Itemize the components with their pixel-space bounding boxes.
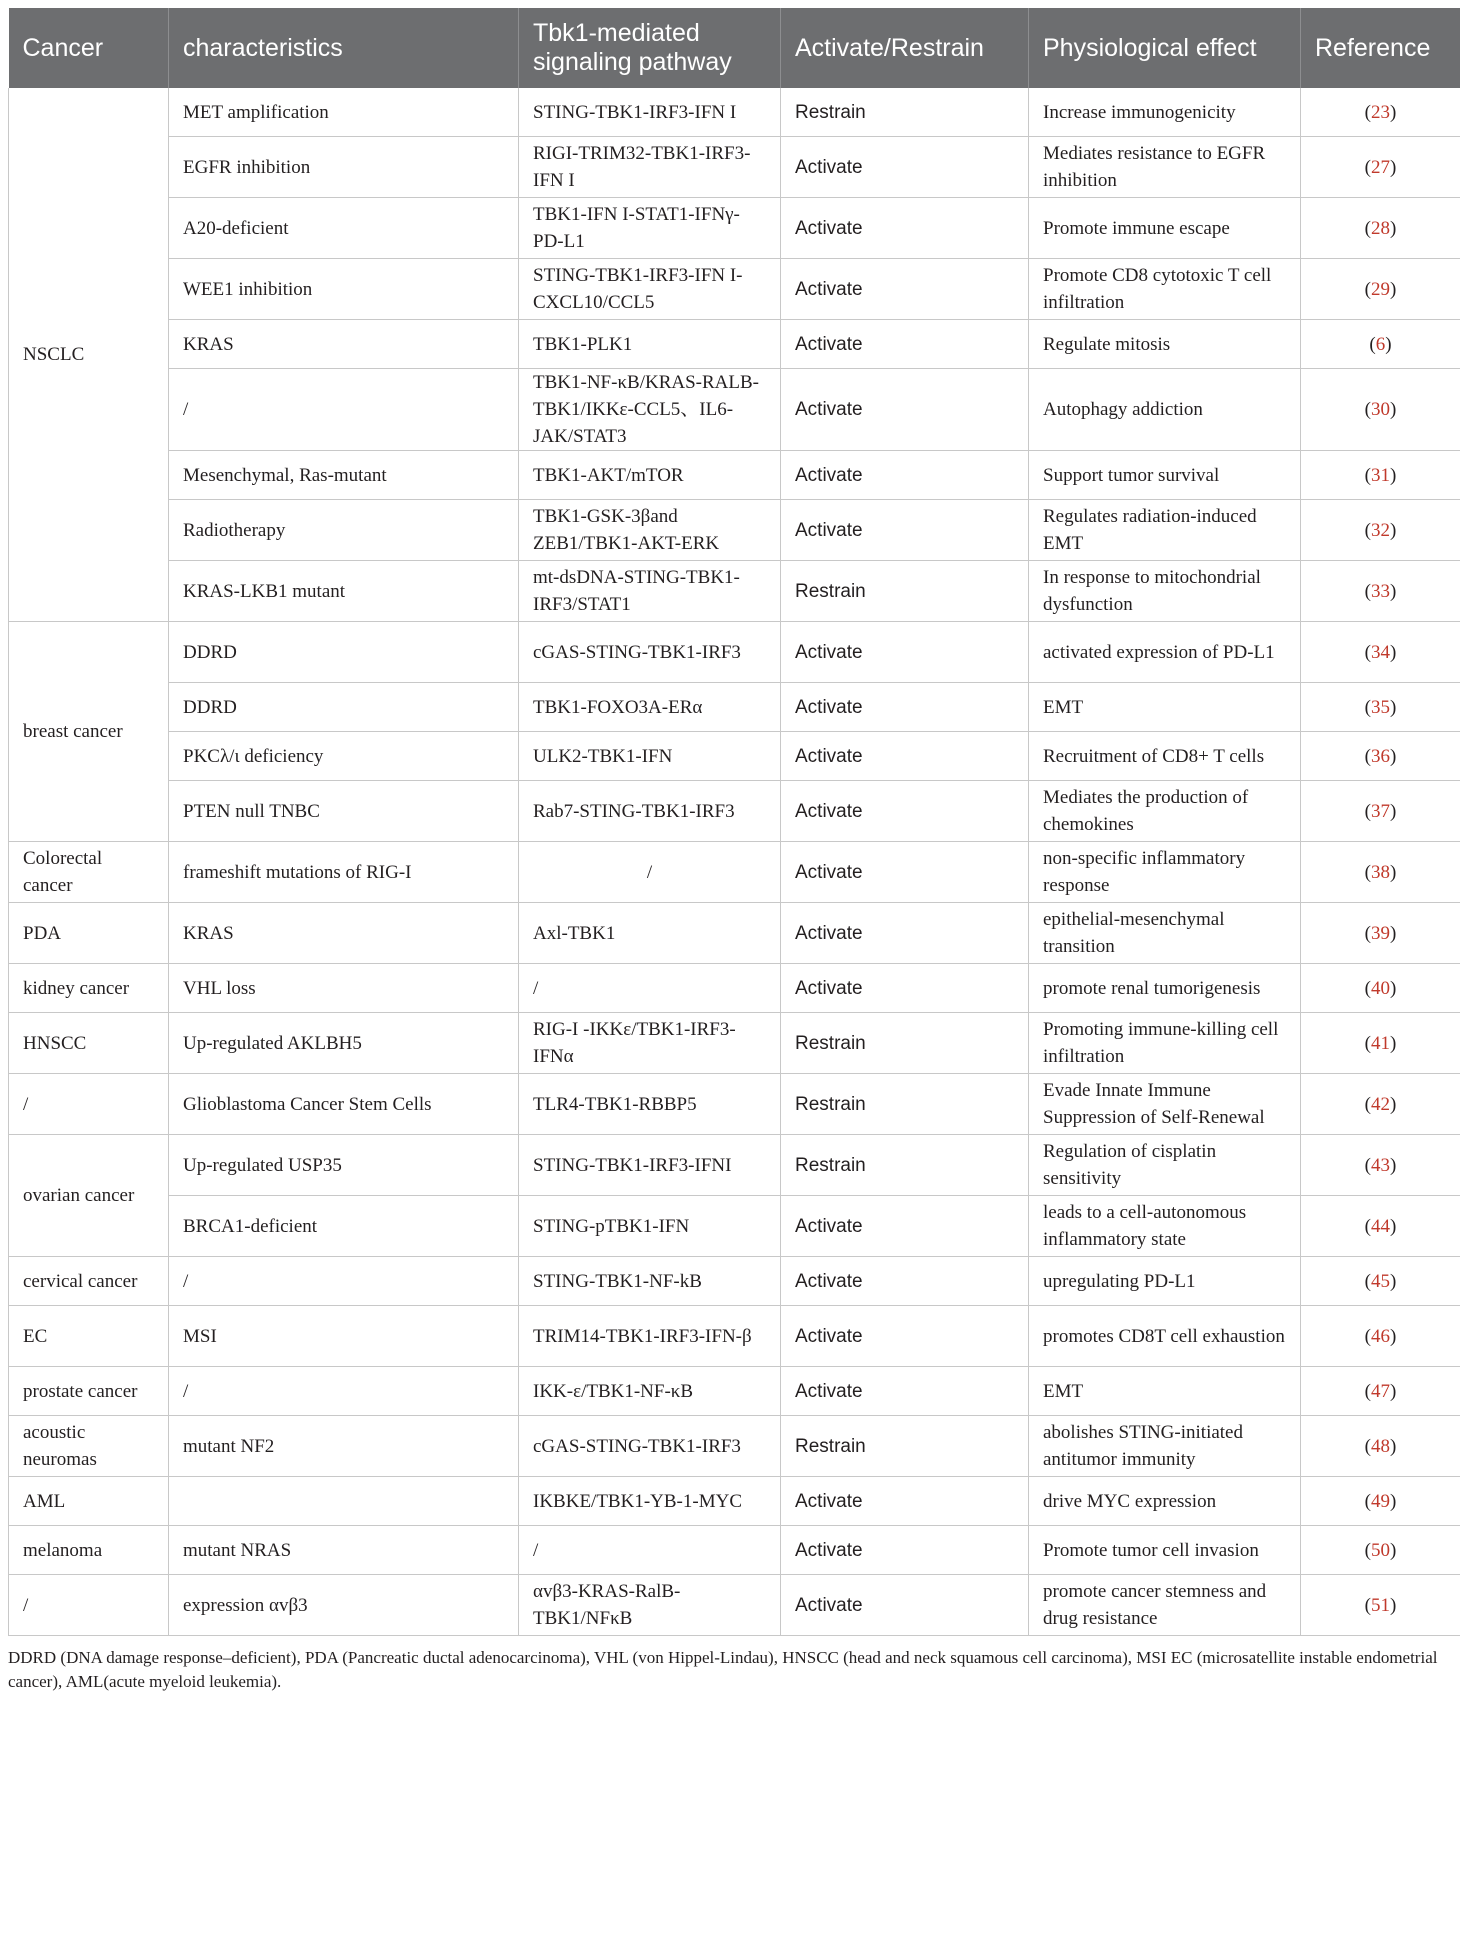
cell-physiological-effect: Promote tumor cell invasion bbox=[1029, 1526, 1301, 1575]
reference-close-paren: ) bbox=[1390, 1325, 1397, 1347]
cell-cancer: melanoma bbox=[9, 1526, 169, 1575]
cell-physiological-effect: drive MYC expression bbox=[1029, 1477, 1301, 1526]
cell-reference bbox=[1301, 198, 1460, 259]
reference-open-paren: ( bbox=[1364, 745, 1371, 767]
table-row bbox=[9, 1257, 1460, 1306]
reference-link[interactable]: 43 bbox=[1371, 1154, 1390, 1176]
reference-open-paren: ( bbox=[1364, 399, 1371, 420]
reference-close-paren: ) bbox=[1390, 1270, 1397, 1292]
reference-close-paren: ) bbox=[1390, 278, 1397, 300]
reference-close-paren: ) bbox=[1390, 1154, 1397, 1176]
cell-pathway: TBK1-AKT/mTOR bbox=[519, 451, 781, 500]
table-row bbox=[9, 500, 1460, 561]
cell-physiological-effect: Increase immunogenicity bbox=[1029, 88, 1301, 137]
cell-activate-restrain: Restrain bbox=[781, 1135, 1029, 1196]
reference-open-paren: ( bbox=[1364, 1594, 1371, 1616]
cell-physiological-effect: Promoting immune-killing cell infiltration bbox=[1029, 1013, 1301, 1074]
table-row bbox=[9, 964, 1460, 1013]
cell-pathway: STING-pTBK1-IFN bbox=[519, 1196, 781, 1257]
reference-link[interactable]: 47 bbox=[1371, 1380, 1390, 1402]
cell-physiological-effect: EMT bbox=[1029, 1367, 1301, 1416]
table-row bbox=[9, 137, 1460, 198]
cell-pathway: cGAS-STING-TBK1-IRF3 bbox=[519, 1416, 781, 1477]
cell-cancer: / bbox=[9, 1575, 169, 1636]
reference-open-paren: ( bbox=[1364, 580, 1371, 602]
reference-close-paren: ) bbox=[1390, 1490, 1397, 1512]
reference-close-paren: ) bbox=[1390, 745, 1397, 767]
reference-link[interactable]: 38 bbox=[1371, 861, 1390, 883]
cell-characteristics: PKCλ/ι deficiency bbox=[169, 732, 519, 781]
reference-link[interactable]: 49 bbox=[1371, 1490, 1390, 1512]
cell-characteristics: WEE1 inhibition bbox=[169, 259, 519, 320]
reference-link[interactable]: 44 bbox=[1371, 1215, 1390, 1237]
cell-activate-restrain: Activate bbox=[781, 732, 1029, 781]
reference-open-paren: ( bbox=[1364, 1435, 1371, 1457]
cell-reference bbox=[1301, 1477, 1460, 1526]
reference-open-paren: ( bbox=[1364, 1215, 1371, 1237]
cell-pathway: TLR4-TBK1-RBBP5 bbox=[519, 1074, 781, 1135]
header-physiological-effect: Physiological effect bbox=[1029, 8, 1301, 88]
cell-physiological-effect: leads to a cell-autonomous inflammatory state bbox=[1029, 1196, 1301, 1257]
cell-characteristics: expression αvβ3 bbox=[169, 1575, 519, 1636]
cell-physiological-effect: promote cancer stemness and drug resistance bbox=[1029, 1575, 1301, 1636]
cell-reference bbox=[1301, 1526, 1460, 1575]
cell-physiological-effect: Support tumor survival bbox=[1029, 451, 1301, 500]
cell-reference bbox=[1301, 1074, 1460, 1135]
reference-link[interactable]: 34 bbox=[1371, 641, 1390, 663]
cell-reference bbox=[1301, 1416, 1460, 1477]
table-row bbox=[9, 1074, 1460, 1135]
table-row bbox=[9, 320, 1460, 369]
cell-physiological-effect: Promote CD8 cytotoxic T cell infiltration bbox=[1029, 259, 1301, 320]
cell-pathway: TBK1-PLK1 bbox=[519, 320, 781, 369]
table-row bbox=[9, 1306, 1460, 1367]
cell-characteristics: Mesenchymal, Ras-mutant bbox=[169, 451, 519, 500]
reference-open-paren: ( bbox=[1364, 101, 1371, 123]
cell-pathway: STING-TBK1-IRF3-IFN I-CXCL10/CCL5 bbox=[519, 259, 781, 320]
cell-physiological-effect: Regulate mitosis bbox=[1029, 320, 1301, 369]
table-row bbox=[9, 561, 1460, 622]
cell-physiological-effect: promotes CD8T cell exhaustion bbox=[1029, 1306, 1301, 1367]
reference-link[interactable]: 40 bbox=[1371, 977, 1390, 999]
cell-reference bbox=[1301, 1135, 1460, 1196]
cell-characteristics: Up-regulated USP35 bbox=[169, 1135, 519, 1196]
reference-open-paren: ( bbox=[1364, 800, 1371, 822]
cell-reference bbox=[1301, 451, 1460, 500]
cell-cancer: ovarian cancer bbox=[9, 1135, 169, 1257]
table-row bbox=[9, 259, 1460, 320]
cell-characteristics: A20-deficient bbox=[169, 198, 519, 259]
reference-open-paren: ( bbox=[1364, 217, 1371, 239]
cell-characteristics: MSI bbox=[169, 1306, 519, 1367]
cell-pathway: TBK1-GSK-3βand ZEB1/TBK1-AKT-ERK bbox=[519, 500, 781, 561]
table-row bbox=[9, 1013, 1460, 1074]
reference-close-paren: ) bbox=[1390, 101, 1397, 123]
cell-activate-restrain: Activate bbox=[781, 259, 1029, 320]
cell-activate-restrain: Activate bbox=[781, 1477, 1029, 1526]
cell-characteristics: Up-regulated AKLBH5 bbox=[169, 1013, 519, 1074]
cell-activate-restrain: Activate bbox=[781, 500, 1029, 561]
cell-reference bbox=[1301, 1257, 1460, 1306]
reference-open-paren: ( bbox=[1364, 1154, 1371, 1176]
cell-pathway: STING-TBK1-IRF3-IFN I bbox=[519, 88, 781, 137]
reference-close-paren: ) bbox=[1390, 1215, 1397, 1237]
cell-reference bbox=[1301, 842, 1460, 903]
table-body bbox=[9, 88, 1460, 1636]
cell-physiological-effect: promote renal tumorigenesis bbox=[1029, 964, 1301, 1013]
cell-reference bbox=[1301, 369, 1460, 451]
reference-link[interactable]: 50 bbox=[1371, 1539, 1390, 1561]
cell-characteristics: KRAS bbox=[169, 903, 519, 964]
cell-activate-restrain: Activate bbox=[781, 683, 1029, 732]
cell-reference bbox=[1301, 259, 1460, 320]
cell-physiological-effect: Promote immune escape bbox=[1029, 198, 1301, 259]
cell-cancer: EC bbox=[9, 1306, 169, 1367]
table-row bbox=[9, 1196, 1460, 1257]
cell-activate-restrain: Activate bbox=[781, 842, 1029, 903]
reference-link[interactable]: 46 bbox=[1371, 1325, 1390, 1347]
cell-activate-restrain: Activate bbox=[781, 369, 1029, 451]
cell-cancer: / bbox=[9, 1074, 169, 1135]
table-row bbox=[9, 1135, 1460, 1196]
cell-reference bbox=[1301, 500, 1460, 561]
cell-physiological-effect: abolishes STING-initiated antitumor immunity bbox=[1029, 1416, 1301, 1477]
table-row bbox=[9, 369, 1460, 451]
tbk1-pathway-table bbox=[8, 8, 1460, 1636]
reference-open-paren: ( bbox=[1364, 1032, 1371, 1054]
reference-open-paren: ( bbox=[1364, 156, 1371, 178]
cell-reference bbox=[1301, 88, 1460, 137]
reference-open-paren: ( bbox=[1364, 1325, 1371, 1347]
cell-pathway: TRIM14-TBK1-IRF3-IFN-β bbox=[519, 1306, 781, 1367]
reference-open-paren: ( bbox=[1364, 1539, 1371, 1561]
cell-pathway: RIGI-TRIM32-TBK1-IRF3-IFN I bbox=[519, 137, 781, 198]
reference-open-paren: ( bbox=[1369, 333, 1376, 355]
header-characteristics: characteristics bbox=[169, 8, 519, 88]
table-row bbox=[9, 88, 1460, 137]
cell-pathway: / bbox=[519, 1526, 781, 1575]
cell-pathway: IKK-ε/TBK1-NF-κB bbox=[519, 1367, 781, 1416]
cell-characteristics: Radiotherapy bbox=[169, 500, 519, 561]
reference-close-paren: ) bbox=[1390, 1032, 1397, 1054]
reference-link[interactable]: 39 bbox=[1371, 922, 1390, 944]
table-row bbox=[9, 1367, 1460, 1416]
table-row bbox=[9, 732, 1460, 781]
table-row bbox=[9, 1575, 1460, 1636]
table-row bbox=[9, 198, 1460, 259]
cell-characteristics: BRCA1-deficient bbox=[169, 1196, 519, 1257]
cell-characteristics: frameshift mutations of RIG-I bbox=[169, 842, 519, 903]
cell-characteristics: / bbox=[169, 1367, 519, 1416]
cell-cancer: cervical cancer bbox=[9, 1257, 169, 1306]
table-row bbox=[9, 622, 1460, 683]
cell-pathway: Rab7-STING-TBK1-IRF3 bbox=[519, 781, 781, 842]
cell-activate-restrain: Activate bbox=[781, 1257, 1029, 1306]
cell-characteristics: KRAS-LKB1 mutant bbox=[169, 561, 519, 622]
cell-activate-restrain: Restrain bbox=[781, 1013, 1029, 1074]
cell-reference bbox=[1301, 964, 1460, 1013]
cell-cancer: prostate cancer bbox=[9, 1367, 169, 1416]
reference-open-paren: ( bbox=[1364, 1490, 1371, 1512]
reference-link[interactable]: 27 bbox=[1371, 156, 1390, 178]
cell-cancer: Colorectal cancer bbox=[9, 842, 169, 903]
cell-characteristics: mutant NRAS bbox=[169, 1526, 519, 1575]
cell-characteristics bbox=[169, 1477, 519, 1526]
table-row bbox=[9, 451, 1460, 500]
cell-reference bbox=[1301, 1306, 1460, 1367]
cell-pathway: RIG-I -IKKε/TBK1-IRF3-IFNα bbox=[519, 1013, 781, 1074]
cell-physiological-effect: Regulates radiation-induced EMT bbox=[1029, 500, 1301, 561]
cell-reference bbox=[1301, 561, 1460, 622]
header-activate-restrain: Activate/Restrain bbox=[781, 8, 1029, 88]
cell-reference bbox=[1301, 320, 1460, 369]
reference-link[interactable]: 42 bbox=[1371, 1093, 1390, 1115]
reference-close-paren: ) bbox=[1390, 696, 1397, 718]
reference-open-paren: ( bbox=[1364, 1093, 1371, 1115]
reference-close-paren: ) bbox=[1385, 333, 1392, 355]
reference-close-paren: ) bbox=[1390, 641, 1397, 663]
cell-reference bbox=[1301, 781, 1460, 842]
table-footnote: DDRD (DNA damage response–deficient), PDA (Pancreatic ductal adenocarcinoma), VHL (von Hippel-Lindau), HNSCC (head and neck squamous cell carcinoma), MSI EC (microsatellite instable endometrial cancer), AML(acute myeloid leukemia). bbox=[8, 1648, 1438, 1691]
header-reference: Reference bbox=[1301, 8, 1460, 88]
cell-characteristics: DDRD bbox=[169, 683, 519, 732]
cell-characteristics: mutant NF2 bbox=[169, 1416, 519, 1477]
reference-close-paren: ) bbox=[1390, 1093, 1397, 1115]
cell-characteristics: Glioblastoma Cancer Stem Cells bbox=[169, 1074, 519, 1135]
reference-close-paren: ) bbox=[1390, 1539, 1397, 1561]
cell-activate-restrain: Activate bbox=[781, 451, 1029, 500]
reference-link[interactable]: 31 bbox=[1371, 464, 1390, 486]
cell-activate-restrain: Activate bbox=[781, 198, 1029, 259]
cell-activate-restrain: Restrain bbox=[781, 1074, 1029, 1135]
cell-physiological-effect: Mediates resistance to EGFR inhibition bbox=[1029, 137, 1301, 198]
cell-physiological-effect: Autophagy addiction bbox=[1029, 369, 1301, 451]
reference-close-paren: ) bbox=[1390, 922, 1397, 944]
cell-pathway: / bbox=[519, 964, 781, 1013]
table-row bbox=[9, 842, 1460, 903]
cell-physiological-effect: In response to mitochondrial dysfunction bbox=[1029, 561, 1301, 622]
cell-physiological-effect: EMT bbox=[1029, 683, 1301, 732]
reference-open-paren: ( bbox=[1364, 977, 1371, 999]
header-pathway: Tbk1-mediated signaling pathway bbox=[519, 8, 781, 88]
cell-pathway: Axl-TBK1 bbox=[519, 903, 781, 964]
reference-link[interactable]: 37 bbox=[1371, 800, 1390, 822]
cell-pathway: TBK1-IFN I-STAT1-IFNγ-PD-L1 bbox=[519, 198, 781, 259]
table-row bbox=[9, 781, 1460, 842]
cell-reference bbox=[1301, 903, 1460, 964]
reference-open-paren: ( bbox=[1364, 641, 1371, 663]
cell-pathway: mt-dsDNA-STING-TBK1-IRF3/STAT1 bbox=[519, 561, 781, 622]
cell-activate-restrain: Activate bbox=[781, 1367, 1029, 1416]
cell-activate-restrain: Activate bbox=[781, 1196, 1029, 1257]
cell-physiological-effect: Evade Innate Immune Suppression of Self-Renewal bbox=[1029, 1074, 1301, 1135]
reference-link[interactable]: 51 bbox=[1371, 1594, 1390, 1616]
reference-open-paren: ( bbox=[1364, 861, 1371, 883]
cell-activate-restrain: Activate bbox=[781, 781, 1029, 842]
cell-physiological-effect: upregulating PD-L1 bbox=[1029, 1257, 1301, 1306]
reference-link[interactable]: 32 bbox=[1371, 519, 1390, 541]
header-row bbox=[9, 8, 1460, 88]
reference-open-paren: ( bbox=[1364, 519, 1371, 541]
cell-physiological-effect: Recruitment of CD8+ T cells bbox=[1029, 732, 1301, 781]
reference-close-paren: ) bbox=[1390, 977, 1397, 999]
reference-link[interactable]: 30 bbox=[1371, 399, 1390, 420]
cell-physiological-effect: Regulation of cisplatin sensitivity bbox=[1029, 1135, 1301, 1196]
cell-reference bbox=[1301, 1013, 1460, 1074]
table-row bbox=[9, 1416, 1460, 1477]
cell-pathway: ULK2-TBK1-IFN bbox=[519, 732, 781, 781]
reference-link[interactable]: 29 bbox=[1371, 278, 1390, 300]
cell-activate-restrain: Restrain bbox=[781, 1416, 1029, 1477]
cell-reference bbox=[1301, 622, 1460, 683]
cell-physiological-effect: activated expression of PD-L1 bbox=[1029, 622, 1301, 683]
cell-characteristics: KRAS bbox=[169, 320, 519, 369]
cell-activate-restrain: Activate bbox=[781, 137, 1029, 198]
cell-cancer: acoustic neuromas bbox=[9, 1416, 169, 1477]
cell-characteristics: PTEN null TNBC bbox=[169, 781, 519, 842]
reference-open-paren: ( bbox=[1364, 922, 1371, 944]
cell-physiological-effect: epithelial-mesenchymal transition bbox=[1029, 903, 1301, 964]
cell-characteristics: VHL loss bbox=[169, 964, 519, 1013]
reference-open-paren: ( bbox=[1364, 1270, 1371, 1292]
reference-close-paren: ) bbox=[1390, 1380, 1397, 1402]
cell-cancer: AML bbox=[9, 1477, 169, 1526]
reference-open-paren: ( bbox=[1364, 1380, 1371, 1402]
cell-pathway: IKBKE/TBK1-YB-1-MYC bbox=[519, 1477, 781, 1526]
cell-physiological-effect: non-specific inflammatory response bbox=[1029, 842, 1301, 903]
reference-close-paren: ) bbox=[1390, 399, 1397, 420]
reference-link[interactable]: 23 bbox=[1371, 101, 1390, 123]
cell-activate-restrain: Activate bbox=[781, 903, 1029, 964]
cell-pathway: cGAS-STING-TBK1-IRF3 bbox=[519, 622, 781, 683]
cell-reference bbox=[1301, 1196, 1460, 1257]
cell-activate-restrain: Activate bbox=[781, 320, 1029, 369]
reference-link[interactable]: 28 bbox=[1371, 217, 1390, 239]
cell-characteristics: / bbox=[169, 1257, 519, 1306]
table-row bbox=[9, 1526, 1460, 1575]
cell-reference bbox=[1301, 1367, 1460, 1416]
reference-link[interactable]: 41 bbox=[1371, 1032, 1390, 1054]
reference-link[interactable]: 6 bbox=[1375, 333, 1386, 355]
table-row bbox=[9, 903, 1460, 964]
cell-cancer: NSCLC bbox=[9, 88, 169, 622]
cell-activate-restrain: Activate bbox=[781, 964, 1029, 1013]
cell-reference bbox=[1301, 1575, 1460, 1636]
cell-reference bbox=[1301, 732, 1460, 781]
reference-open-paren: ( bbox=[1364, 696, 1371, 718]
cell-pathway: / bbox=[519, 842, 781, 903]
cell-characteristics: DDRD bbox=[169, 622, 519, 683]
cell-activate-restrain: Activate bbox=[781, 622, 1029, 683]
table-row bbox=[9, 1477, 1460, 1526]
cell-activate-restrain: Activate bbox=[781, 1306, 1029, 1367]
cell-reference bbox=[1301, 683, 1460, 732]
reference-close-paren: ) bbox=[1390, 156, 1397, 178]
cell-pathway: TBK1-NF-κB/KRAS-RALB-TBK1/IKKε-CCL5、IL6-JAK/STAT3 bbox=[519, 369, 781, 451]
reference-link[interactable]: 48 bbox=[1371, 1435, 1390, 1457]
cell-activate-restrain: Restrain bbox=[781, 88, 1029, 137]
reference-link[interactable]: 45 bbox=[1371, 1270, 1390, 1292]
reference-close-paren: ) bbox=[1390, 464, 1397, 486]
reference-close-paren: ) bbox=[1390, 580, 1397, 602]
reference-close-paren: ) bbox=[1390, 861, 1397, 883]
cell-reference bbox=[1301, 137, 1460, 198]
reference-open-paren: ( bbox=[1364, 278, 1371, 300]
cell-pathway: αvβ3-KRAS-RalB-TBK1/NFκB bbox=[519, 1575, 781, 1636]
reference-close-paren: ) bbox=[1390, 519, 1397, 541]
reference-close-paren: ) bbox=[1390, 1435, 1397, 1457]
cell-cancer: breast cancer bbox=[9, 622, 169, 842]
cell-cancer: PDA bbox=[9, 903, 169, 964]
header-cancer: Cancer bbox=[9, 8, 169, 88]
reference-link[interactable]: 35 bbox=[1371, 696, 1390, 718]
cell-pathway: STING-TBK1-IRF3-IFNI bbox=[519, 1135, 781, 1196]
cell-characteristics: / bbox=[169, 369, 519, 451]
cell-activate-restrain: Activate bbox=[781, 1526, 1029, 1575]
reference-close-paren: ) bbox=[1390, 800, 1397, 822]
cell-physiological-effect: Mediates the production of chemokines bbox=[1029, 781, 1301, 842]
cell-pathway: STING-TBK1-NF-kB bbox=[519, 1257, 781, 1306]
reference-close-paren: ) bbox=[1390, 217, 1397, 239]
reference-link[interactable]: 33 bbox=[1371, 580, 1390, 602]
reference-open-paren: ( bbox=[1364, 464, 1371, 486]
cell-cancer: kidney cancer bbox=[9, 964, 169, 1013]
cell-pathway: TBK1-FOXO3A-ERα bbox=[519, 683, 781, 732]
reference-link[interactable]: 36 bbox=[1371, 745, 1390, 767]
cell-characteristics: EGFR inhibition bbox=[169, 137, 519, 198]
cell-characteristics: MET amplification bbox=[169, 88, 519, 137]
cell-cancer: HNSCC bbox=[9, 1013, 169, 1074]
cell-activate-restrain: Activate bbox=[781, 1575, 1029, 1636]
cell-activate-restrain: Restrain bbox=[781, 561, 1029, 622]
reference-close-paren: ) bbox=[1390, 1594, 1397, 1616]
table-row bbox=[9, 683, 1460, 732]
